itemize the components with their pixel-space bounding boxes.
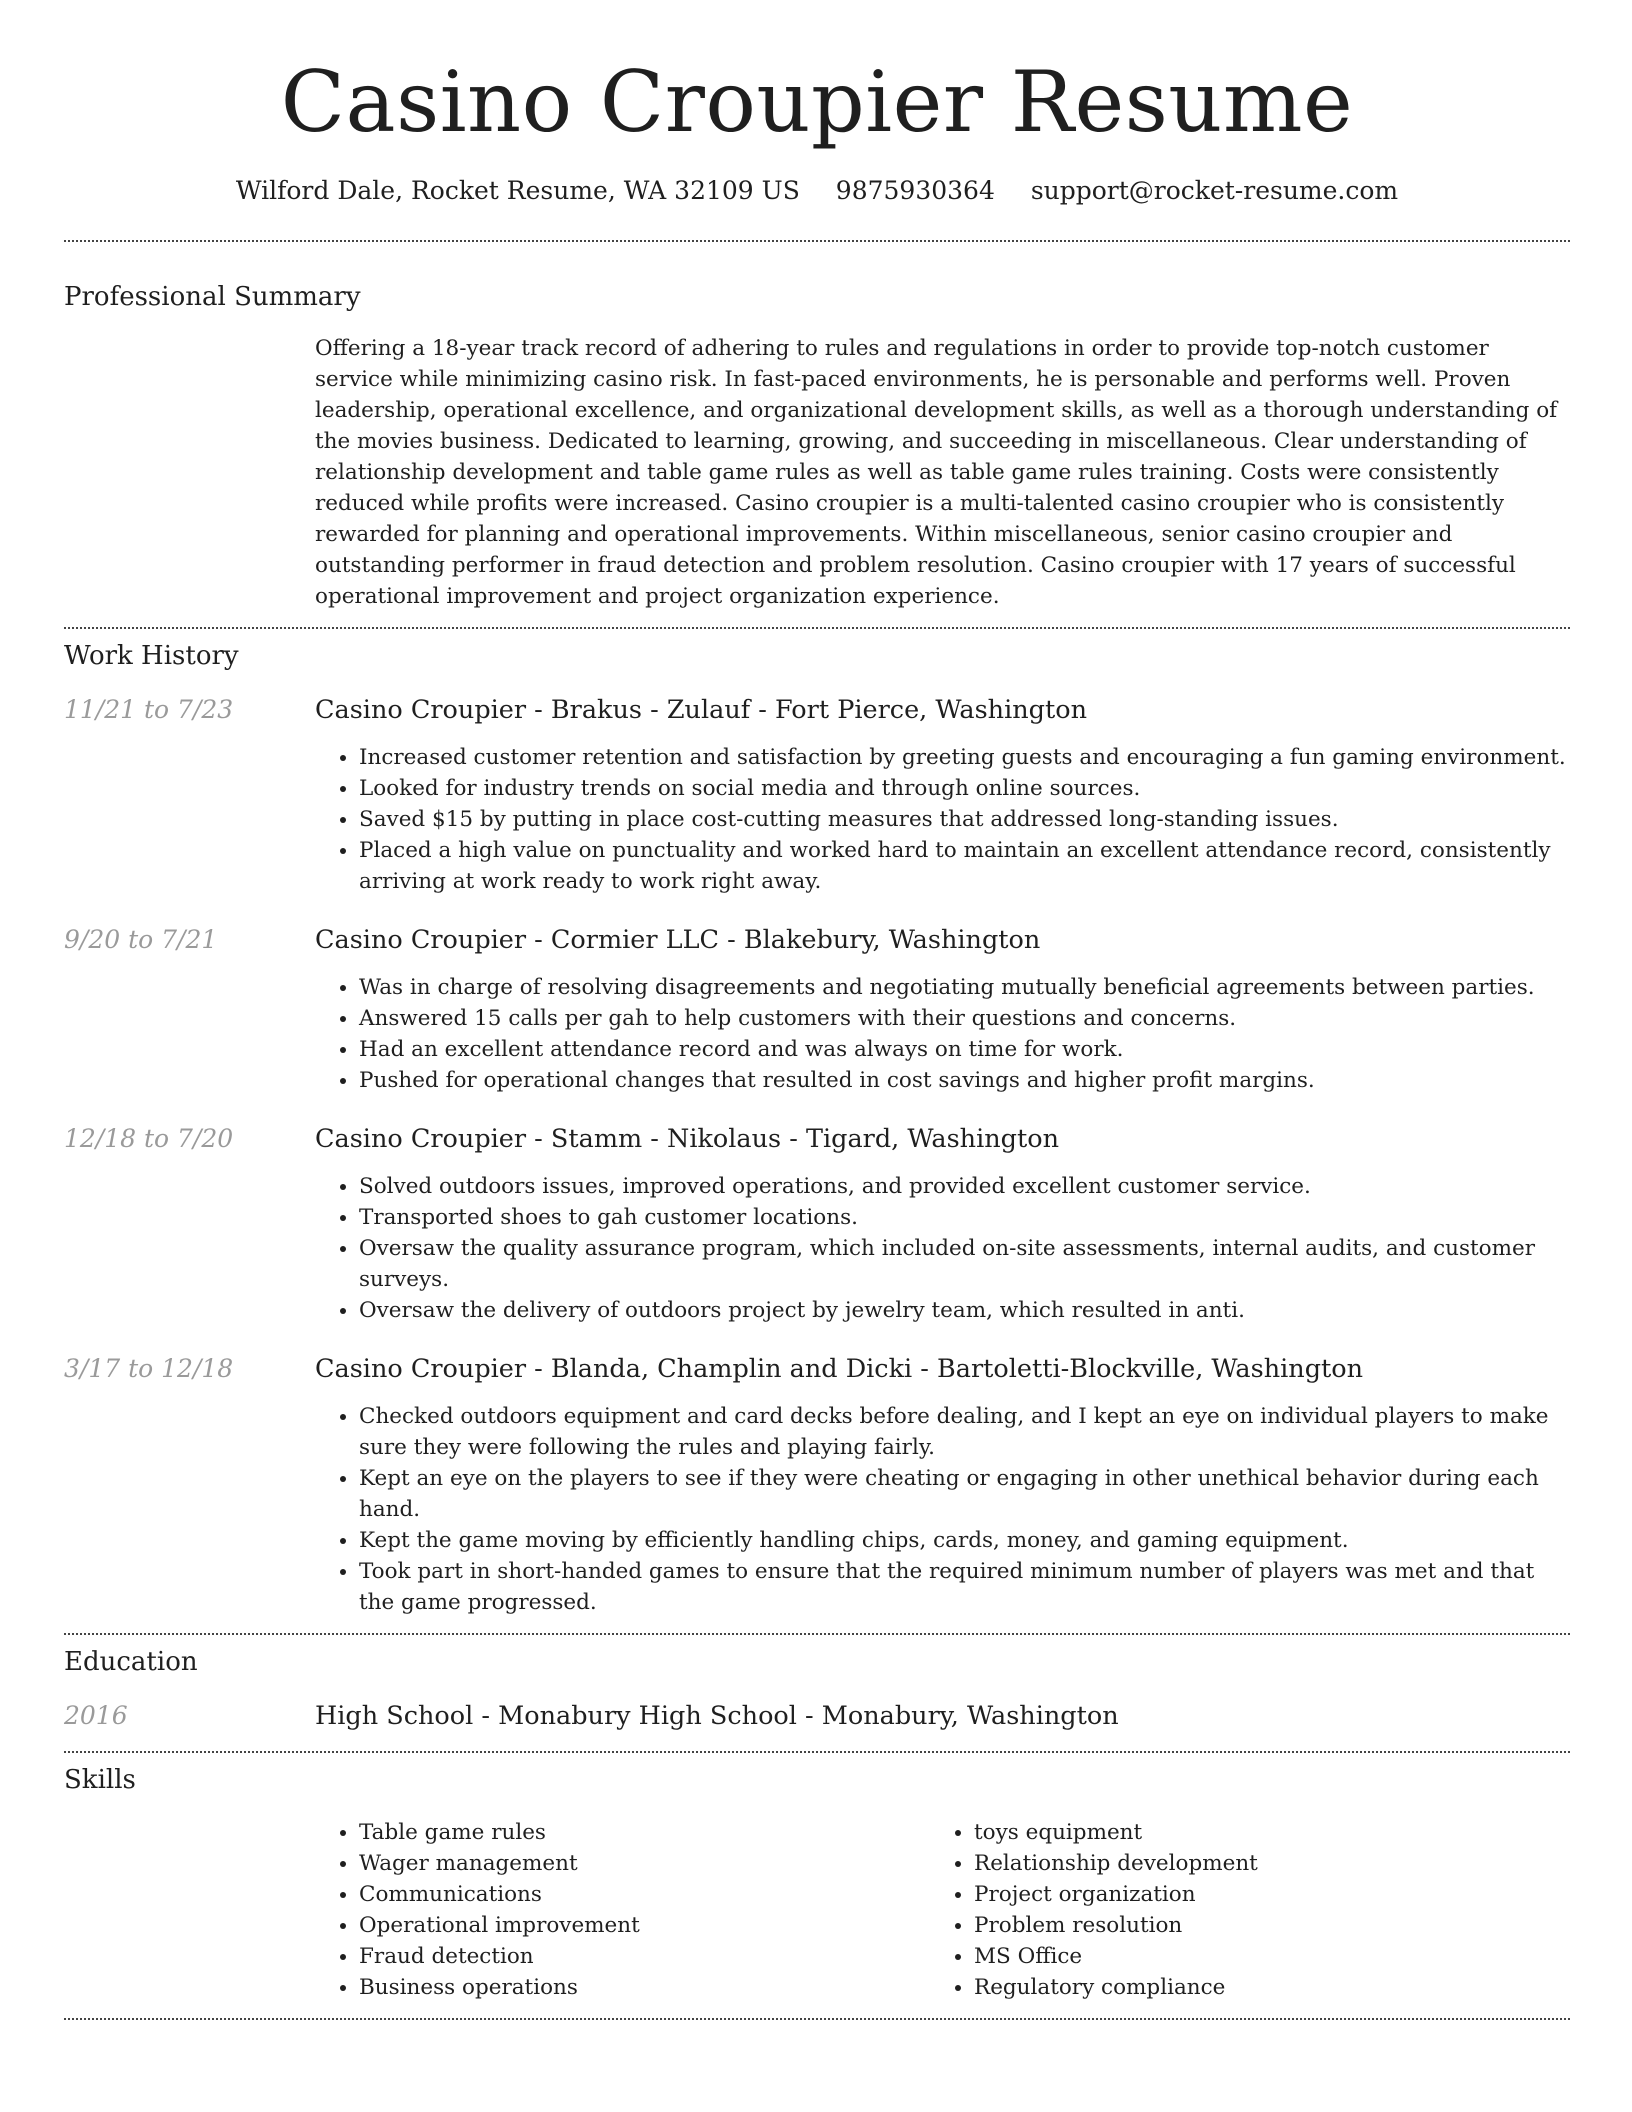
job-bullets (315, 742, 1570, 897)
job-title: Casino Croupier - Cormier LLC - Blakebury, Washington (315, 925, 1041, 955)
divider (64, 1751, 1570, 1753)
list-item: • Took part in short-handed games to ensure that the required minimum number of players was met and that the game progressed. (359, 1556, 1570, 1618)
job-bullets (315, 1401, 1570, 1618)
education-heading: Education (64, 1647, 198, 1677)
skill-item: • Table game rules (359, 1817, 930, 1848)
contact-address: Wilford Dale, Rocket Resume, WA 32109 US (235, 176, 800, 205)
contact-email: support@rocket-resume.com (1030, 176, 1399, 205)
list-item: • Saved $15 by putting in place cost-cutting measures that addressed long-standing issues. (359, 804, 1570, 835)
contact-phone: 9875930364 (835, 176, 995, 205)
contact-line (64, 174, 1570, 208)
skill-item: • Relationship development (974, 1848, 1545, 1879)
skill-item: • Project organization (974, 1879, 1545, 1910)
list-item: • Oversaw the quality assurance program, which included on-site assessments, internal audits, and customer surveys. (359, 1233, 1570, 1295)
divider (64, 240, 1570, 242)
summary-section (64, 333, 1570, 612)
skill-item: • Wager management (359, 1848, 930, 1879)
job-dates: 9/20 to 7/21 (64, 925, 218, 954)
skills-heading: Skills (64, 1765, 136, 1795)
job-entry (64, 923, 1570, 1096)
list-item: • Checked outdoors equipment and card decks before dealing, and I kept an eye on individual players to make sure they were following the rules and playing fairly. (359, 1401, 1570, 1463)
skill-item: • Regulatory compliance (974, 1972, 1545, 2003)
summary-heading: Professional Summary (64, 282, 361, 312)
skills-list-left (315, 1817, 930, 2003)
job-entry (64, 693, 1570, 897)
skills-list-right (930, 1817, 1545, 2003)
list-item: • Pushed for operational changes that resulted in cost savings and higher profit margins. (359, 1065, 1570, 1096)
skill-item: • Problem resolution (974, 1910, 1545, 1941)
job-bullets (315, 972, 1570, 1096)
divider (64, 2018, 1570, 2020)
education-year: 2016 (64, 1701, 128, 1730)
job-entry (64, 1352, 1570, 1618)
list-item: • Solved outdoors issues, improved operations, and provided excellent customer service. (359, 1171, 1570, 1202)
work-history-heading: Work History (64, 641, 239, 671)
job-title: Casino Croupier - Blanda, Champlin and Dicki - Bartoletti-Blockville, Washington (315, 1354, 1364, 1384)
list-item: • Was in charge of resolving disagreements and negotiating mutually beneficial agreements between parties. (359, 972, 1570, 1003)
resume-page (64, 0, 1570, 2020)
skill-item: • MS Office (974, 1941, 1545, 1972)
job-entry (64, 1122, 1570, 1326)
skill-item: • Fraud detection (359, 1941, 930, 1972)
job-title: Casino Croupier - Stamm - Nikolaus - Tigard, Washington (315, 1124, 1060, 1154)
skill-item: • toys equipment (974, 1817, 1545, 1848)
job-dates: 3/17 to 12/18 (64, 1354, 234, 1383)
education-title: High School - Monabury High School - Monabury, Washington (315, 1701, 1119, 1731)
divider (64, 1633, 1570, 1635)
job-dates: 11/21 to 7/23 (64, 695, 234, 724)
resume-title: Casino Croupier Resume (280, 53, 1354, 151)
skill-item: • Operational improvement (359, 1910, 930, 1941)
list-item: • Kept an eye on the players to see if they were cheating or engaging in other unethical behavior during each hand. (359, 1463, 1570, 1525)
summary-text: Offering a 18-year track record of adhering to rules and regulations in order to provide top-notch customer service while minimizing casino risk. In fast-paced environments, he is personable and performs well. Proven leadership, operational excellence, and organizational development skills, as well as a thorough understanding of the movies business. Dedicated to learning, growing, and succeeding in miscellaneous. Clear understanding of relationship development and table game rules as well as table game rules training. Costs were consistently reduced while profits were increased. Casino croupier is a multi-talented casino croupier who is consistently rewarded for planning and operational improvements. Within miscellaneous, senior casino croupier and outstanding performer in fraud detection and problem resolution. Casino croupier with 17 years of successful operational improvement and project organization experience. (315, 336, 1558, 609)
list-item: • Placed a high value on punctuality and worked hard to maintain an excellent attendance record, consistently arriving at work ready to work right away. (359, 835, 1570, 897)
list-item: • Transported shoes to gah customer locations. (359, 1202, 1570, 1233)
list-item: • Increased customer retention and satisfaction by greeting guests and encouraging a fun gaming environment. (359, 742, 1570, 773)
job-title: Casino Croupier - Brakus - Zulauf - Fort Pierce, Washington (315, 695, 1088, 725)
list-item: • Kept the game moving by efficiently handling chips, cards, money, and gaming equipment. (359, 1525, 1570, 1556)
skill-item: • Business operations (359, 1972, 930, 2003)
skill-item: • Communications (359, 1879, 930, 1910)
job-dates: 12/18 to 7/20 (64, 1124, 234, 1153)
job-bullets (315, 1171, 1570, 1326)
list-item: • Oversaw the delivery of outdoors project by jewelry team, which resulted in anti. (359, 1295, 1570, 1326)
divider (64, 627, 1570, 629)
list-item: • Answered 15 calls per gah to help customers with their questions and concerns. (359, 1003, 1570, 1034)
list-item: • Looked for industry trends on social media and through online sources. (359, 773, 1570, 804)
list-item: • Had an excellent attendance record and was always on time for work. (359, 1034, 1570, 1065)
education-entry (64, 1699, 1570, 1733)
skills-section (64, 1817, 1570, 2003)
